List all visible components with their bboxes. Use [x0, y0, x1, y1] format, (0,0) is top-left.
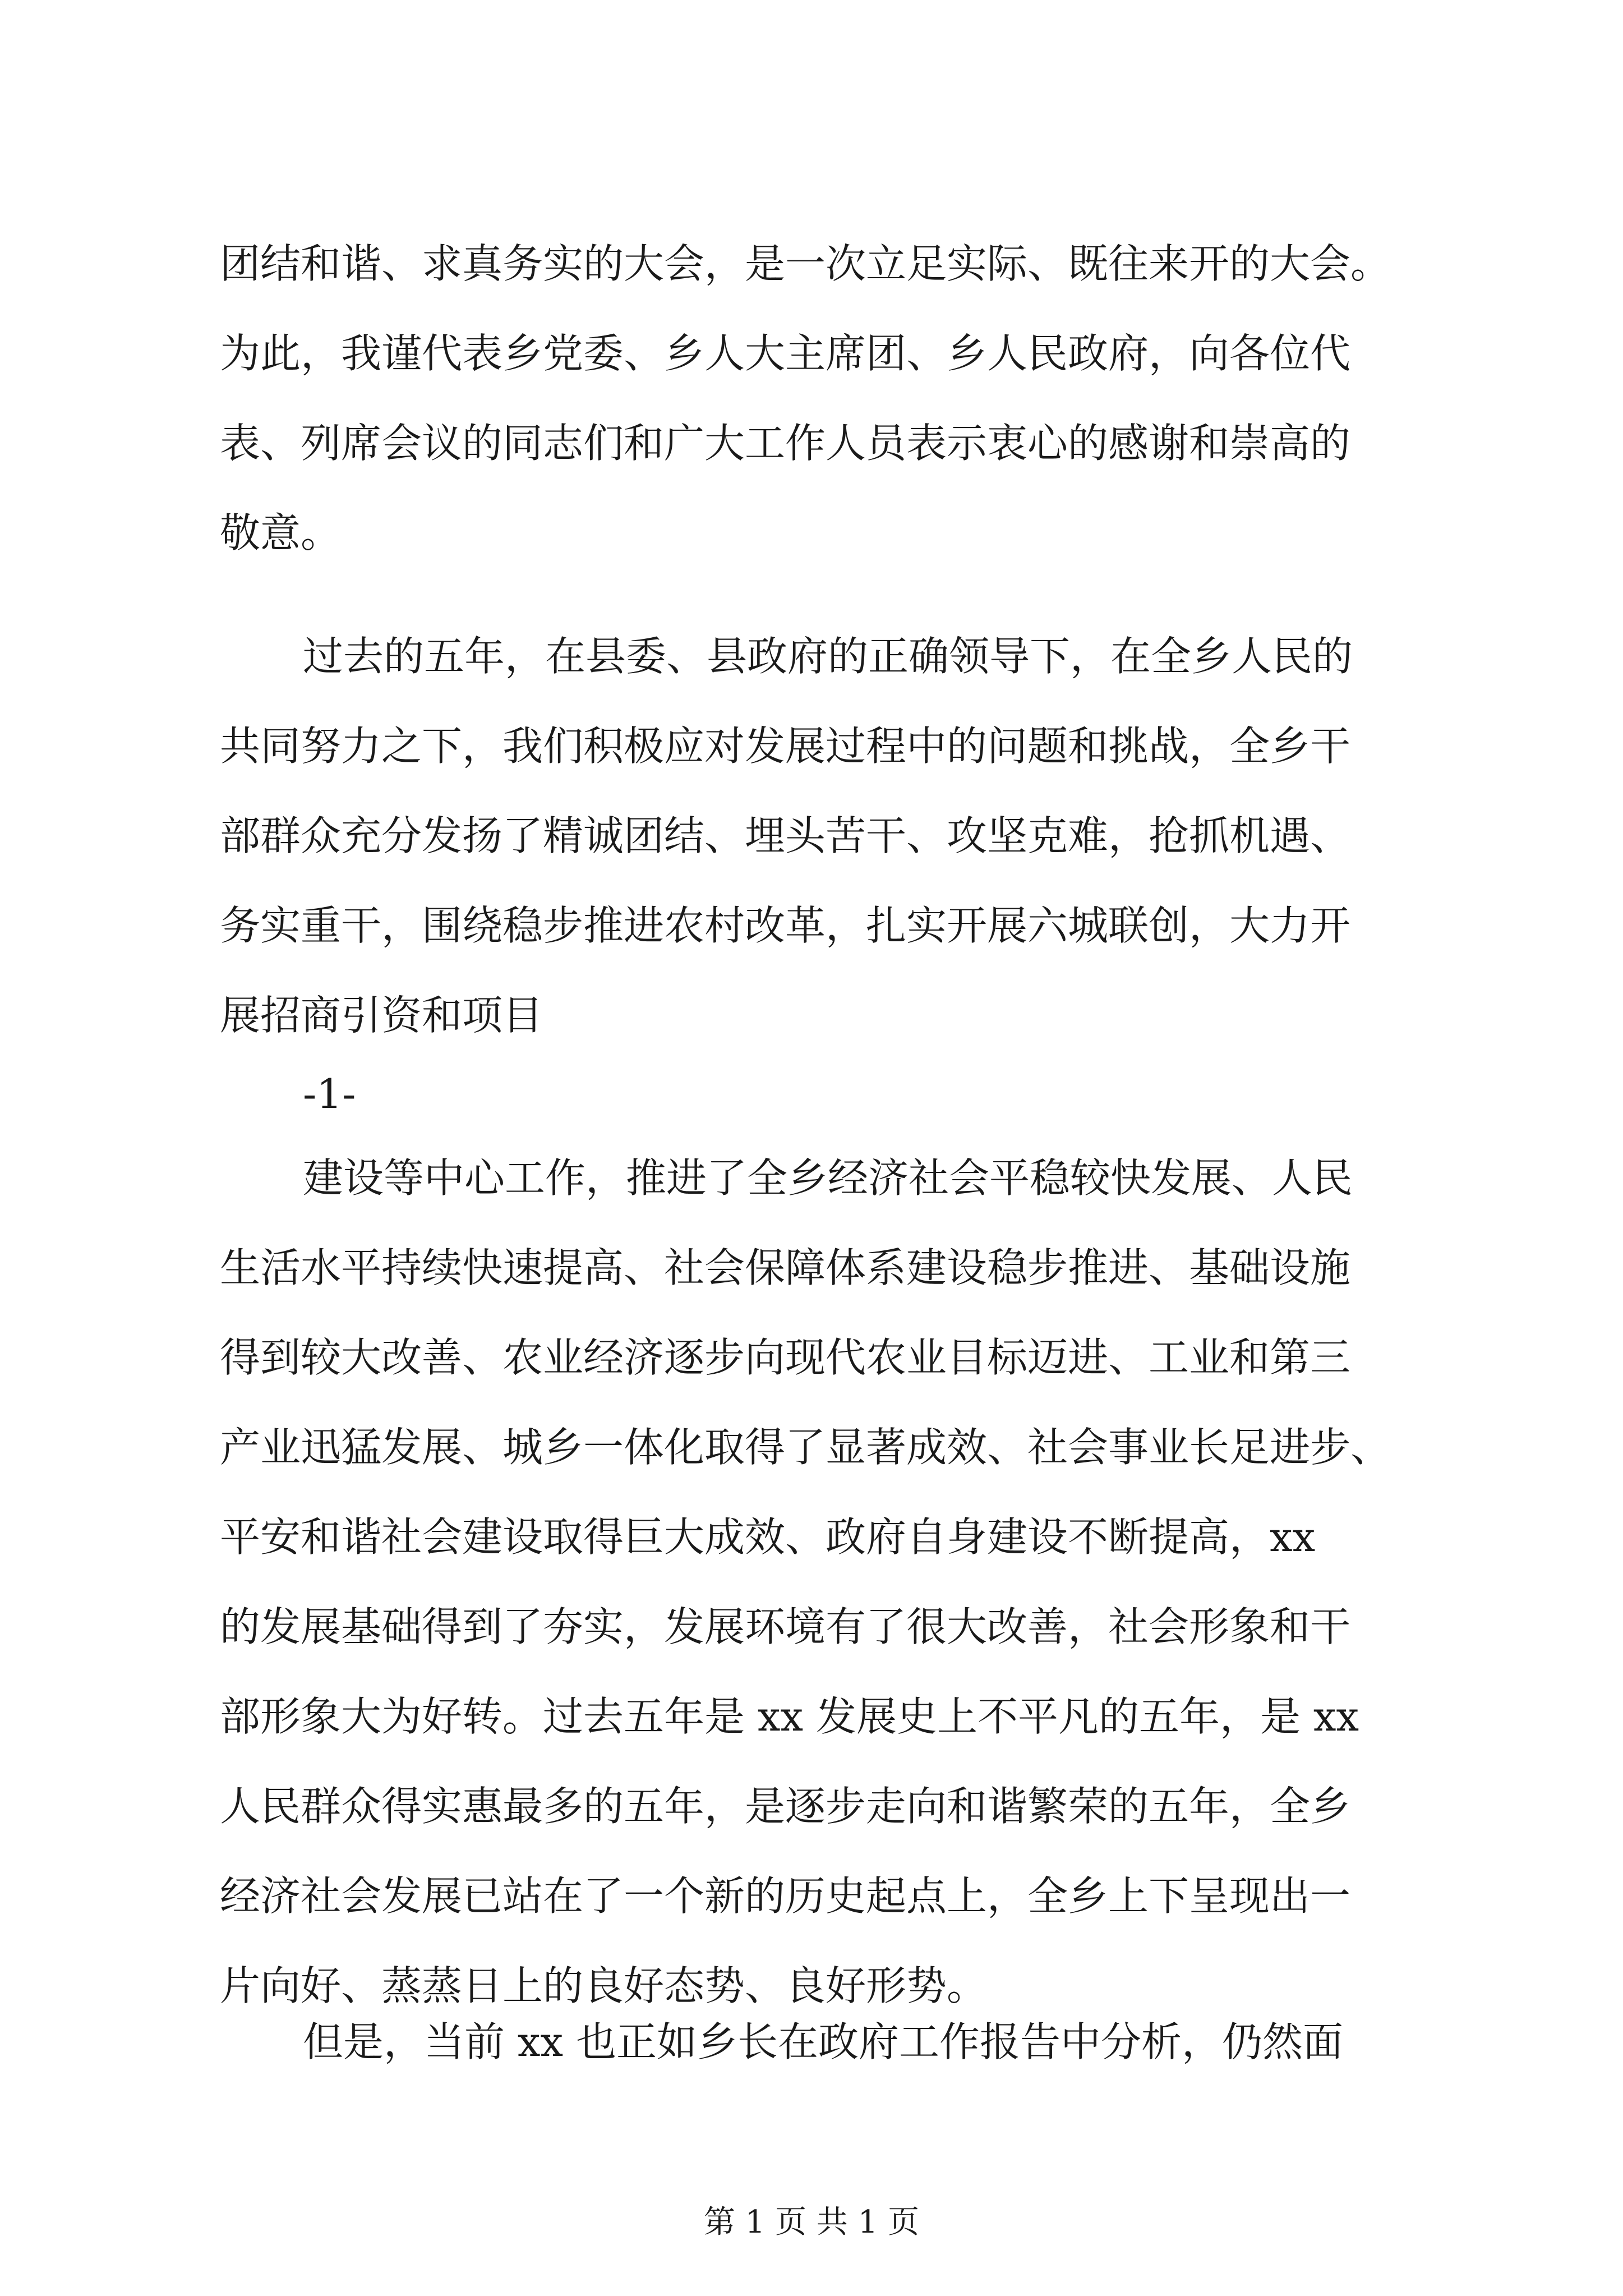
- body-text-line: 人民群众得实惠最多的五年，是逐步走向和谐繁荣的五年，全乡: [220, 1783, 1351, 1830]
- page-footer: 第 1 页 共 1 页: [703, 2204, 920, 2240]
- body-text-line: 的发展基础得到了夯实，发展环境有了很大改善，社会形象和干: [220, 1603, 1351, 1650]
- body-text-line: 部群众充分发扬了精诚团结、埋头苦干、攻坚克难，抢抓机遇、: [220, 812, 1351, 859]
- body-text-line: 团结和谐、求真务实的大会，是一次立足实际、既往来开的大会。: [220, 240, 1391, 287]
- body-text-line: 部形象大为好转。过去五年是 xx 发展史上不平凡的五年，是 xx: [220, 1693, 1359, 1740]
- page-marker: -1-: [303, 1070, 356, 1117]
- body-text-line: 表、列席会议的同志们和广大工作人员表示衷心的感谢和崇高的: [220, 420, 1351, 467]
- body-text-line: 共同努力之下，我们积极应对发展过程中的问题和挑战，全乡干: [220, 723, 1351, 770]
- body-text-line: 敬意。: [220, 509, 342, 556]
- body-text-line: 产业迅猛发展、城乡一体化取得了显著成效、社会事业长足进步、: [220, 1424, 1391, 1471]
- body-text-line: 务实重干，围绕稳步推进农村改革，扎实开展六城联创，大力开: [220, 902, 1351, 949]
- body-text-line: 生活水平持续快速提高、社会保障体系建设稳步推进、基础设施: [220, 1244, 1351, 1291]
- body-text-line: 经济社会发展已站在了一个新的历史起点上，全乡上下呈现出一: [220, 1872, 1351, 1920]
- body-text-line: 得到较大改善、农业经济逐步向现代农业目标迈进、工业和第三: [220, 1334, 1351, 1381]
- paragraph-first-line: 建设等中心工作，推进了全乡经济社会平稳较快发展、人民: [303, 1154, 1353, 1202]
- body-text-line: 为此，我谨代表乡党委、乡人大主席团、乡人民政府，向各位代: [220, 330, 1351, 377]
- body-text-line: 平安和谐社会建设取得巨大成效、政府自身建设不断提高，xx: [220, 1513, 1316, 1561]
- paragraph-first-line: 过去的五年，在县委、县政府的正确领导下，在全乡人民的: [303, 633, 1353, 680]
- body-text-line: 展招商引资和项目: [220, 992, 543, 1039]
- body-text-line: 片向好、蒸蒸日上的良好态势、良好形势。: [220, 1962, 988, 2009]
- paragraph-first-line: 但是，当前 xx 也正如乡长在政府工作报告中分析，仍然面: [303, 2018, 1343, 2065]
